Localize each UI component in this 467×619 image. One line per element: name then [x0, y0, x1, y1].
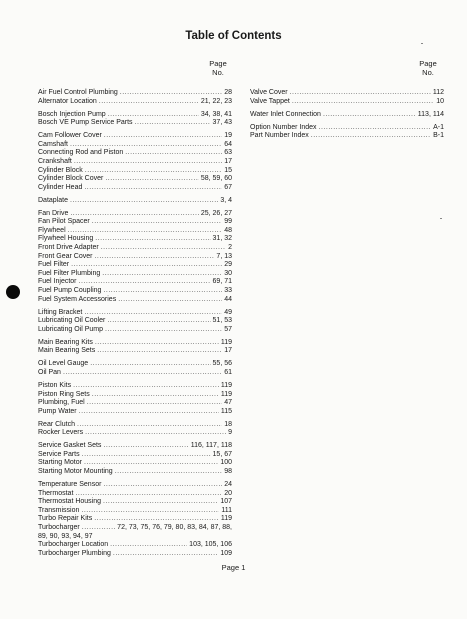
dot-leader	[135, 119, 211, 128]
dot-leader	[105, 175, 199, 184]
dot-leader	[94, 515, 219, 524]
entry-name: Plumbing, Fuel	[38, 399, 85, 407]
entry-page-number: 2	[228, 244, 232, 252]
entry-page-number: B-1	[433, 132, 444, 140]
toc-entry	[38, 550, 232, 559]
entry-name: Fuel Pump Coupling	[38, 287, 102, 295]
entry-page-number: 100	[220, 459, 232, 467]
entry-page-number: 115	[220, 407, 232, 415]
toc-entry	[38, 490, 232, 499]
entry-name: Starting Motor	[38, 459, 82, 467]
entry-name: Dataplate	[38, 196, 68, 204]
dot-leader	[103, 287, 222, 296]
entry-name: Oil Level Gauge	[38, 360, 89, 368]
dot-leader	[311, 132, 431, 141]
toc-entry	[38, 326, 232, 335]
entry-name: Cylinder Block Cover	[38, 175, 104, 183]
page-header-line2: No.	[212, 68, 224, 77]
entry-name: Lubricating Oil Pump	[38, 325, 103, 333]
toc-entry	[38, 451, 232, 460]
entry-name: Fuel System Accessories	[38, 295, 117, 303]
entry-name: Lifting Bracket	[38, 308, 83, 316]
toc-entry	[250, 124, 444, 133]
entry-name: Front Drive Adapter	[38, 244, 99, 252]
dot-leader	[82, 451, 211, 460]
entry-page-number: 7, 13	[216, 252, 232, 260]
toc-entry	[38, 507, 232, 516]
dot-leader	[290, 89, 431, 98]
entry-page-number: 28	[224, 89, 232, 96]
page-title: Table of Contents	[185, 30, 282, 42]
entry-page-number: 64	[224, 140, 232, 148]
dot-leader	[84, 459, 218, 468]
entry-name: Crankshaft	[38, 157, 72, 165]
entry-page-number: 119	[220, 381, 232, 389]
dot-leader	[71, 261, 222, 270]
entry-page-number: 57	[224, 325, 232, 333]
entry-page-number: 99	[224, 218, 232, 226]
dot-leader	[323, 111, 416, 120]
toc-entry	[38, 429, 232, 438]
toc-entry	[38, 317, 232, 326]
entry-page-number: 116, 117, 118	[190, 442, 232, 450]
page-number-header-left	[200, 59, 236, 77]
dot-leader	[79, 278, 211, 287]
toc-entry	[38, 442, 232, 451]
entry-page-number: 72, 73, 75, 76, 79, 80, 83, 84, 87, 88,	[117, 524, 232, 532]
dot-leader	[85, 429, 226, 438]
toc-entry	[38, 498, 232, 507]
entry-name: Water Inlet Connection	[250, 110, 321, 118]
toc-entry	[38, 111, 232, 120]
page-header-line1: Page	[419, 59, 437, 68]
entry-page-continuation: 89, 90, 93, 94, 97	[38, 532, 93, 540]
entry-page-number: 9	[228, 429, 232, 437]
entry-page-number: 119	[220, 390, 232, 398]
toc-entry	[38, 296, 232, 305]
toc-entry	[38, 347, 232, 356]
toc-entry	[38, 244, 232, 253]
entry-name: Valve Tappet	[250, 97, 290, 105]
entry-name: Thermostat Housing	[38, 498, 102, 506]
dot-leader	[81, 507, 219, 516]
toc-entry	[250, 89, 444, 98]
dot-leader	[84, 184, 222, 193]
dot-leader	[104, 132, 222, 141]
dot-leader	[319, 124, 432, 133]
toc-entry	[38, 382, 232, 391]
toc-entry	[38, 210, 232, 219]
toc-entry	[38, 141, 232, 150]
entry-name: Rear Clutch	[38, 420, 75, 428]
entry-name: Main Bearing Sets	[38, 347, 96, 355]
dot-leader	[70, 210, 199, 219]
toc-entry	[250, 132, 444, 141]
entry-name: Turbocharger Plumbing	[38, 549, 111, 557]
toc-entry	[38, 408, 232, 417]
toc-entry	[38, 459, 232, 468]
entry-name: Rocker Levers	[38, 429, 84, 437]
entry-name: Camshaft	[38, 140, 68, 148]
entry-name: Turbocharger	[38, 524, 80, 532]
toc-entry	[38, 235, 232, 244]
entry-name: Bosch VE Pump Service Parts	[38, 119, 133, 127]
toc-entry	[38, 468, 232, 477]
dot-leader	[101, 244, 226, 253]
toc-entry	[38, 98, 232, 107]
entry-page-number: 107	[220, 498, 232, 506]
entry-name: Cam Follower Cover	[38, 132, 102, 140]
entry-page-number: 61	[224, 368, 232, 376]
entry-page-number: 15, 67	[212, 450, 232, 458]
dot-leader	[94, 253, 214, 262]
toc-entry	[250, 98, 444, 107]
toc-entry	[38, 132, 232, 141]
toc-entry	[38, 218, 232, 227]
entry-name: Connecting Rod and Piston	[38, 149, 124, 157]
page-footer: Page 1	[221, 563, 246, 572]
entry-page-number: 109	[220, 549, 232, 557]
dot-leader	[82, 524, 115, 533]
dot-leader	[95, 339, 219, 348]
toc-entry	[38, 184, 232, 193]
dot-leader	[70, 197, 218, 206]
dot-leader	[90, 360, 210, 369]
entry-name: Oil Pan	[38, 368, 61, 376]
dot-leader	[125, 149, 222, 158]
toc-entry	[38, 309, 232, 318]
entry-page-number: 21, 22, 23	[200, 97, 232, 105]
toc-entry	[38, 197, 232, 206]
entry-page-number: 55, 56	[212, 360, 232, 368]
page-header-line2: No.	[422, 68, 434, 77]
toc-entry	[38, 89, 232, 98]
toc-entry	[38, 339, 232, 348]
entry-page-number: 51, 53	[212, 317, 232, 325]
toc-entry	[38, 360, 232, 369]
entry-name: Fuel Filter	[38, 261, 70, 269]
dot-leader	[84, 309, 222, 318]
entry-name: Part Number Index	[250, 132, 309, 140]
entry-page-number: 44	[224, 295, 232, 303]
dot-leader	[74, 158, 222, 167]
entry-page-number: 20	[224, 489, 232, 497]
entry-page-number: 31, 32	[212, 235, 232, 243]
entry-page-number: 15	[224, 166, 232, 174]
entry-name: Fuel Filter Plumbing	[38, 269, 101, 277]
entry-page-number: 37, 43	[212, 119, 232, 127]
dot-leader	[99, 98, 199, 107]
page-number-header-right	[408, 59, 448, 77]
entry-page-number: 49	[224, 308, 232, 316]
entry-name: Transmission	[38, 506, 80, 514]
dot-leader	[105, 326, 222, 335]
entry-page-number: 17	[224, 157, 232, 165]
dot-leader	[70, 141, 222, 150]
entry-name: Main Bearing Kits	[38, 338, 93, 346]
entry-name: Fan Drive	[38, 209, 69, 217]
paper-speck	[440, 218, 442, 219]
dot-leader	[75, 490, 222, 499]
dot-leader	[118, 296, 222, 305]
dot-leader	[103, 498, 218, 507]
binder-hole	[6, 285, 20, 299]
dot-leader	[92, 391, 219, 400]
entry-name: Front Gear Cover	[38, 252, 93, 260]
entry-page-number: 119	[220, 515, 232, 523]
entry-name: Fuel Injector	[38, 278, 77, 286]
entry-name: Piston Kits	[38, 381, 72, 389]
entry-name: Cylinder Head	[38, 183, 83, 191]
dot-leader	[97, 347, 222, 356]
entry-page-number: 24	[224, 481, 232, 489]
toc-entry	[38, 149, 232, 158]
entry-name: Bosch Injection Pump	[38, 110, 106, 118]
entry-page-number: 29	[224, 261, 232, 269]
entry-name: Option Number Index	[250, 123, 317, 131]
entry-name: Pump Water	[38, 407, 77, 415]
entry-page-number: 63	[224, 149, 232, 157]
dot-leader	[77, 421, 222, 430]
toc-entry	[38, 253, 232, 262]
dot-leader	[85, 167, 222, 176]
entry-name: Air Fuel Control Plumbing	[38, 89, 118, 96]
dot-leader	[92, 218, 222, 227]
entry-name: Lubricating Oil Cooler	[38, 317, 106, 325]
entry-page-number: 10	[436, 97, 444, 105]
toc-entry	[38, 391, 232, 400]
entry-page-number: 48	[224, 226, 232, 234]
page-header-line1: Page	[209, 59, 227, 68]
dot-leader	[110, 541, 187, 550]
entry-page-number: 18	[224, 420, 232, 428]
dot-leader	[102, 270, 222, 279]
entry-name: Flywheel Housing	[38, 235, 94, 243]
entry-name: Flywheel	[38, 226, 66, 234]
entry-name: Piston Ring Sets	[38, 390, 90, 398]
dot-leader	[115, 468, 223, 477]
dot-leader	[113, 550, 218, 559]
entry-page-number: 67	[224, 183, 232, 191]
toc-entry	[38, 421, 232, 430]
entry-page-number: 3, 4	[220, 196, 232, 204]
toc-left-column	[38, 89, 232, 558]
entry-name: Fan Pilot Spacer	[38, 218, 90, 226]
dot-leader	[79, 408, 219, 417]
entry-page-number: 119	[220, 338, 232, 346]
entry-name: Service Gasket Sets	[38, 442, 102, 450]
dot-leader	[108, 111, 199, 120]
toc-entry	[38, 481, 232, 490]
toc-entry	[38, 541, 232, 550]
toc-entry	[38, 287, 232, 296]
toc-entry	[38, 158, 232, 167]
entry-page-number: 47	[224, 399, 232, 407]
entry-page-number: 34, 38, 41	[200, 110, 232, 118]
dot-leader	[103, 481, 222, 490]
paper-speck	[421, 43, 423, 44]
entry-name: Temperature Sensor	[38, 481, 102, 489]
toc-entry	[38, 524, 232, 533]
dot-leader	[107, 317, 210, 326]
dot-leader	[95, 235, 210, 244]
entry-page-number: 25, 26, 27	[200, 209, 232, 217]
toc-entry	[38, 369, 232, 378]
entry-page-number: 113, 114	[417, 110, 444, 118]
entry-name: Alternator Location	[38, 97, 97, 105]
dot-leader	[68, 227, 223, 236]
entry-page-number: A-1	[433, 123, 444, 131]
toc-entry	[38, 119, 232, 128]
entry-page-number: 19	[224, 132, 232, 140]
dot-leader	[73, 382, 219, 391]
toc-entry	[38, 227, 232, 236]
entry-page-number: 30	[224, 269, 232, 277]
entry-page-number: 17	[224, 347, 232, 355]
entry-name: Thermostat	[38, 489, 74, 497]
toc-entry	[38, 278, 232, 287]
toc-right-column	[250, 89, 444, 141]
toc-entry	[38, 167, 232, 176]
toc-entry	[38, 399, 232, 408]
entry-page-number: 111	[221, 506, 232, 514]
toc-entry	[38, 261, 232, 270]
dot-leader	[87, 399, 223, 408]
entry-page-number: 69, 71	[212, 278, 232, 286]
toc-entry	[38, 175, 232, 184]
dot-leader	[292, 98, 434, 107]
toc-entry	[38, 515, 232, 524]
entry-name: Turbo Repair Kits	[38, 515, 93, 523]
entry-name: Service Parts	[38, 450, 80, 458]
entry-name: Turbocharger Location	[38, 541, 109, 549]
entry-page-number: 98	[224, 468, 232, 476]
entry-page-number: 58, 59, 60	[200, 175, 232, 183]
entry-name: Cylinder Block	[38, 166, 83, 174]
dot-leader	[63, 369, 222, 378]
entry-page-number: 112	[432, 89, 444, 96]
toc-entry	[38, 270, 232, 279]
entry-name: Starting Motor Mounting	[38, 468, 113, 476]
entry-name: Valve Cover	[250, 89, 288, 96]
dot-leader	[120, 89, 222, 98]
dot-leader	[103, 442, 188, 451]
toc-entry	[250, 111, 444, 120]
entry-page-number: 33	[224, 287, 232, 295]
entry-page-number: 103, 105, 106	[189, 541, 232, 549]
